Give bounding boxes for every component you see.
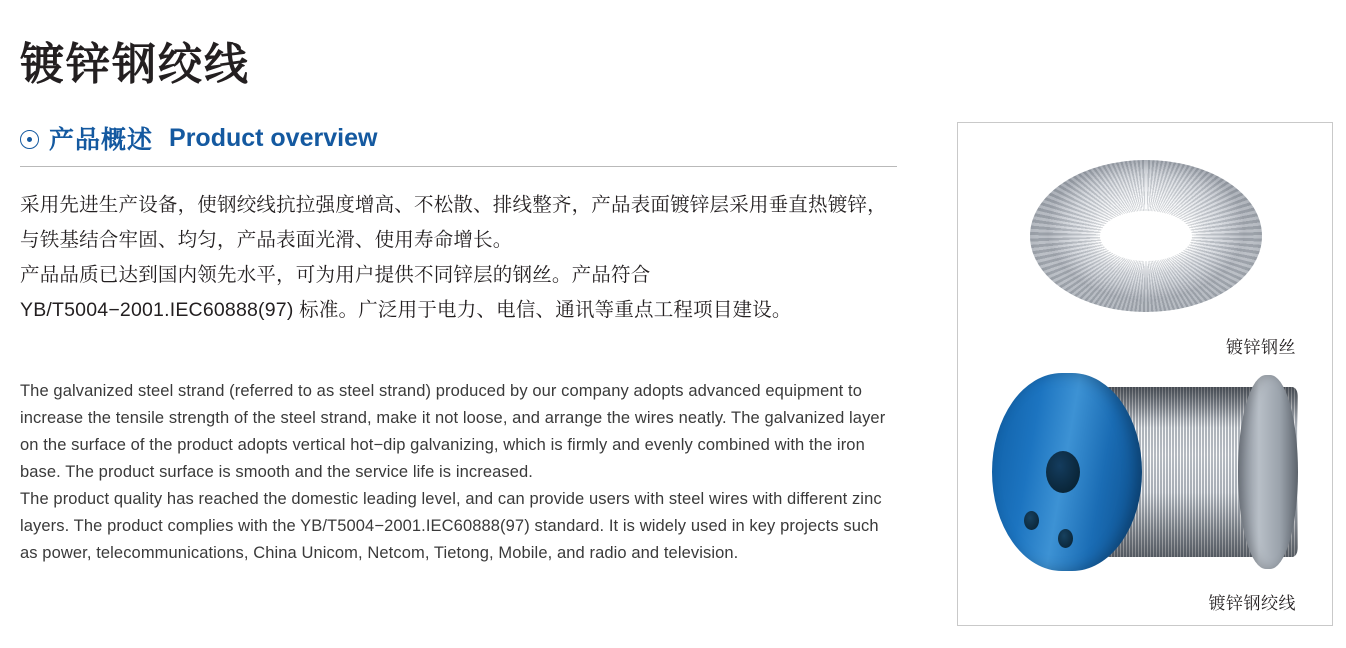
image-panel — [957, 122, 1333, 626]
galvanized-steel-wire-coil-photo — [996, 141, 1296, 331]
target-dot-icon — [20, 130, 39, 149]
english-paragraph-1: The galvanized steel strand (referred to as steel strand) produced by our company adopts advanced equipment to increase the tensile strength of the steel strand, make it not loose, and arrange the wires neatly. The galvanized layer on the surface of the product adopts vertical hot−dip galvanizing, which is firmly and evenly combined with the iron base. The product surface is smooth and the service life is increased. — [20, 382, 886, 481]
spool-flange-left — [992, 373, 1142, 571]
spool-hole-a — [1024, 511, 1039, 530]
section-divider — [20, 166, 897, 167]
chinese-description — [20, 188, 900, 328]
spool-hole-b — [1058, 529, 1073, 548]
spool-flange-right — [1238, 375, 1298, 569]
spool-shape — [992, 373, 1298, 571]
wire-coil-center-hole — [1100, 211, 1192, 261]
english-description — [20, 378, 898, 567]
chinese-paragraph-1: 采用先进生产设备，使钢绞线抗拉强度增高、不松散、排线整齐，产品表面镀锌层采用垂直热镀锌，与铁基结合牢固、均匀，产品表面光滑、使用寿命增长。 — [20, 194, 887, 251]
section-title-cn: 产品概述 — [49, 126, 154, 154]
section-title-en: Product overview — [169, 123, 378, 152]
section-heading — [20, 120, 377, 156]
galvanized-steel-strand-spool-photo — [978, 365, 1314, 581]
english-paragraph-2: The product quality has reached the domestic leading level, and can provide users with steel wires with different zinc layers. The product complies with the YB/T5004−2001.IEC60888(97) standard. It is widely used in key projects such as power, telecommunications, China Unicom, Netcom, Tietong, Mobile, and radio and television. — [20, 490, 882, 562]
page-title: 镀锌钢绞线 — [20, 40, 250, 90]
figure-caption-wire: 镀锌钢丝 — [1226, 338, 1296, 357]
figure-caption-strand: 镀锌钢绞线 — [1208, 594, 1296, 613]
chinese-paragraph-2: 产品品质已达到国内领先水平，可为用户提供不同锌层的钢丝。产品符合 YB/T5004−2001.IEC60888(97) 标准。广泛用于电力、电信、通讯等重点工程项目建设。 — [20, 264, 792, 321]
